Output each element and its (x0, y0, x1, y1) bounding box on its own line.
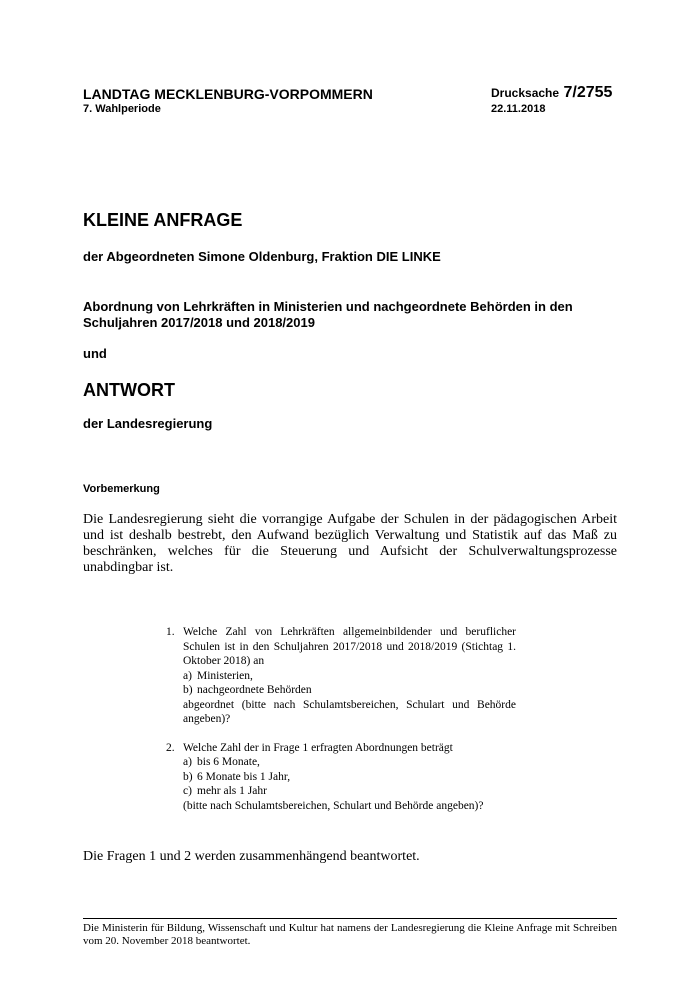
question-1 (166, 625, 516, 727)
question-item (183, 784, 516, 799)
item-text: bis 6 Monate, (197, 756, 260, 768)
question-number: 2. (166, 741, 175, 754)
answer-by: der Landesregierung (83, 416, 213, 431)
item-text: nachgeordnete Behörden (197, 684, 312, 696)
answer-text: Die Fragen 1 und 2 werden zusammenhängend beantwortet. (83, 849, 420, 864)
preface-heading: Vorbemerkung (83, 483, 160, 495)
item-letter: a) (183, 669, 192, 682)
item-letter: c) (183, 785, 192, 797)
connector-word: und (83, 346, 107, 361)
item-text: mehr als 1 Jahr (197, 785, 267, 797)
drucksache-line (491, 84, 612, 102)
question-body (183, 741, 516, 814)
preface-text: Die Landesregierung sieht die vorrangige Aufgabe der Schulen in der pädagogischen Arbeit und ist deshalb bestrebt, den Aufwand bezüglich Verwaltung und Statistik auf das Maß zu beschränken, welches für die Steuerung und Aufsicht der Schulverwaltungsprozesse unabdingbar ist. (83, 512, 617, 575)
question-body (183, 625, 516, 727)
question-item (183, 683, 516, 698)
item-letter: b) (183, 684, 193, 696)
document-header-left (83, 86, 373, 116)
subject (83, 299, 573, 331)
answer-heading: ANTWORT (83, 380, 175, 400)
question-item (183, 770, 516, 785)
item-letter: a) (183, 756, 192, 768)
drucksache-number: 7/2755 (563, 84, 613, 101)
question-item (183, 755, 516, 770)
subject-line-2: Schuljahren 2017/2018 und 2018/2019 (83, 315, 315, 330)
question-list (166, 625, 516, 813)
drucksache-label: Drucksache (491, 86, 560, 100)
legislative-period: 7. Wahlperiode (83, 103, 161, 115)
question-outro: (bitte nach Schulamtsbereichen, Schulart und Behörde angeben)? (183, 799, 484, 812)
item-text: 6 Monate bis 1 Jahr, (197, 770, 291, 783)
type-heading: KLEINE ANFRAGE (83, 210, 243, 230)
item-text: Ministerien, (197, 669, 253, 682)
question-intro: Welche Zahl von Lehrkräften allgemeinbildender und beruflicher Schulen ist in den Schuljahren 2017/2018 und 2018/2019 (Stichtag 1. Oktober 2018) an (183, 626, 516, 667)
question-number: 1. (166, 626, 175, 638)
question-2 (166, 741, 516, 814)
item-letter: b) (183, 770, 193, 783)
document-date: 22.11.2018 (491, 103, 546, 115)
question-item (183, 669, 516, 684)
subject-line-1: Abordnung von Lehrkräften in Ministerien und nachgeordnete Behörden in den (83, 299, 573, 314)
footnote: Die Ministerin für Bildung, Wissenschaft und Kultur hat namens der Landesregierung die Kleine Anfrage mit Schreiben vom 20. November 2018 beantwortet. (83, 922, 617, 947)
question-intro: Welche Zahl der in Frage 1 erfragten Abordnungen beträgt (183, 741, 453, 754)
parliament-name: LANDTAG MECKLENBURG-VORPOMMERN (83, 86, 373, 102)
author-line: der Abgeordneten Simone Oldenburg, Fraktion DIE LINKE (83, 249, 441, 264)
footnote-divider (83, 918, 617, 919)
question-outro: abgeordnet (bitte nach Schulamtsbereichen, Schulart und Behörde angeben)? (183, 698, 516, 725)
document-header-right (491, 84, 612, 116)
